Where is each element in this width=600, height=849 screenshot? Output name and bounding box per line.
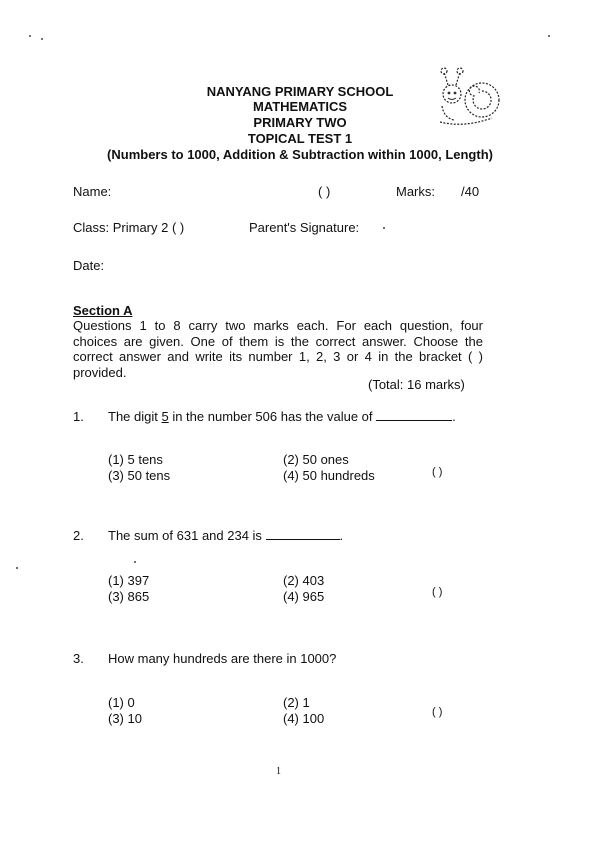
underlined-digit: 5: [161, 409, 169, 424]
option-1: (1) 0: [108, 695, 135, 710]
marks-label: Marks:: [396, 184, 435, 199]
question-text: How many hundreds are there in 1000?: [108, 651, 337, 666]
parent-signature-label: Parent's Signature:: [249, 220, 360, 235]
section-a-title: Section A: [73, 303, 133, 318]
class-label: Class: Primary 2 ( ): [73, 220, 185, 235]
option-3: (3) 10: [108, 711, 142, 726]
option-4: (4) 100: [283, 711, 325, 726]
register-number-bracket[interactable]: ( ): [318, 184, 331, 199]
question-number: 2.: [73, 528, 84, 543]
answer-bracket[interactable]: ( ): [432, 466, 443, 478]
option-4: (4) 50 hundreds: [283, 468, 375, 483]
answer-bracket[interactable]: ( ): [432, 586, 443, 598]
level-title: PRIMARY TWO: [253, 115, 347, 130]
topics-title: (Numbers to 1000, Addition & Subtraction within 1000, Length): [107, 147, 493, 162]
scan-speck: [16, 567, 18, 569]
question-text-part: The sum of 631 and 234 is: [108, 528, 266, 543]
question-number: 1.: [73, 409, 84, 424]
option-4: (4) 965: [283, 589, 325, 604]
scan-speck: [383, 227, 385, 229]
option-3: (3) 865: [108, 589, 150, 604]
option-2: (2) 403: [283, 573, 325, 588]
question-text-part: in the number 506 has the value of: [168, 409, 377, 424]
scan-speck: [134, 561, 136, 563]
snail-doodle-icon: [434, 66, 506, 134]
answer-blank[interactable]: [266, 528, 340, 540]
question-text: [108, 528, 343, 543]
subject-title: MATHEMATICS: [252, 99, 348, 114]
option-2: (2) 50 ones: [283, 452, 349, 467]
question-text-part: The digit: [108, 409, 162, 424]
question-text-end: .: [339, 528, 344, 543]
option-1: (1) 397: [108, 573, 150, 588]
scan-speck: [548, 35, 550, 37]
scan-speck: [29, 35, 31, 37]
scan-speck: [41, 38, 43, 40]
section-a-instructions: Questions 1 to 8 carry two marks each. For each question, four choices are given. One of them is the correct answer. Choose the correct answer and write its number 1, 2, 3 or 4 in the bracket ( ) provided.: [73, 318, 483, 380]
question-number: 3.: [73, 651, 84, 666]
answer-blank[interactable]: [376, 409, 452, 421]
section-a-total: (Total: 16 marks): [368, 377, 465, 392]
marks-total: /40: [461, 184, 480, 199]
question-text-end: .: [452, 409, 456, 424]
name-label: Name:: [73, 184, 112, 199]
option-2: (2) 1: [283, 695, 310, 710]
answer-bracket[interactable]: ( ): [432, 706, 443, 718]
option-3: (3) 50 tens: [108, 468, 171, 483]
school-name: NANYANG PRIMARY SCHOOL: [206, 84, 394, 99]
question-text: [108, 409, 456, 424]
page-number: 1: [276, 766, 281, 777]
date-label: Date:: [73, 258, 105, 273]
test-title: TOPICAL TEST 1: [247, 131, 353, 146]
option-1: (1) 5 tens: [108, 452, 163, 467]
